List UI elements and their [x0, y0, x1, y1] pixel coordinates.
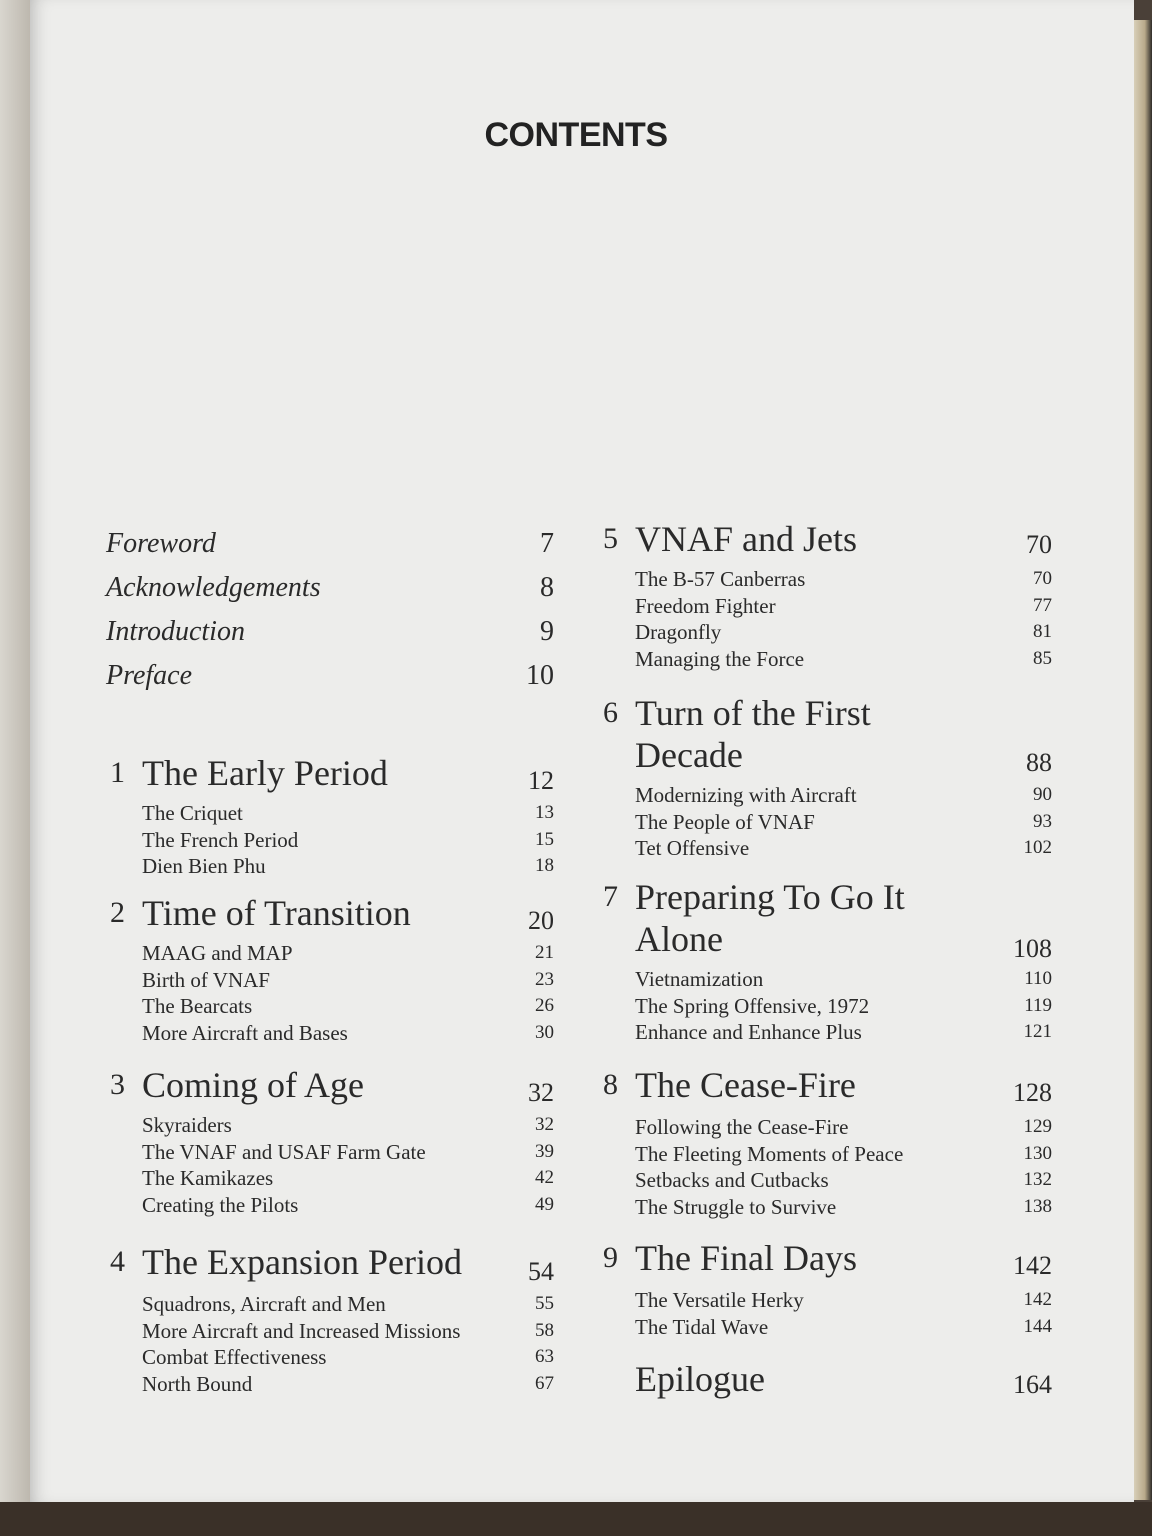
front-matter-page: 9 [540, 616, 554, 647]
section-item: The Struggle to Survive 138 [635, 1194, 1052, 1219]
page-title: CONTENTS [484, 116, 668, 154]
chapter-number: 9 [603, 1241, 618, 1274]
section-item: Following the Cease-Fire 129 [635, 1115, 1052, 1139]
section-item: Skyraiders 32 [142, 1113, 554, 1137]
chapter-title-line-1: Preparing To Go It [635, 877, 905, 917]
section-item: Freedom Fighter 77 [635, 593, 1052, 618]
chapter-title: The Early Period [142, 753, 388, 793]
chapter-page: 12 [528, 766, 554, 795]
page-edge [1134, 20, 1152, 1500]
chapter-7 [603, 876, 1052, 1046]
section-item: Dien Bien Phu 18 [142, 854, 554, 879]
chapter-page: 70 [1026, 530, 1052, 559]
section-item: The Tidal Wave 144 [635, 1314, 1052, 1339]
chapter-number: 3 [110, 1068, 125, 1101]
chapter-number: 6 [603, 696, 618, 729]
chapter-title-line-2: Alone [635, 919, 723, 959]
front-matter-page: 10 [526, 660, 554, 691]
chapter-title: Coming of Age [142, 1065, 364, 1105]
epilogue-page: 164 [1013, 1370, 1052, 1399]
section-item: North Bound 67 [142, 1371, 554, 1396]
section-item: Creating the Pilots 49 [142, 1192, 554, 1217]
section-item: Managing the Force 85 [635, 646, 1052, 671]
chapter-page: 88 [1026, 748, 1052, 777]
section-item: The Criquet 13 [142, 801, 554, 825]
front-matter-foreword [106, 528, 554, 568]
section-item: Birth of VNAF 23 [142, 967, 554, 992]
chapter-number: 2 [110, 896, 125, 929]
front-matter-page: 7 [540, 528, 554, 559]
chapter-number: 1 [110, 756, 125, 789]
epilogue-title: Epilogue [635, 1359, 765, 1399]
chapter-page: 128 [1013, 1078, 1052, 1107]
section-item: Enhance and Enhance Plus 121 [635, 1020, 1052, 1045]
front-matter-label: Foreword [106, 528, 216, 559]
chapter-4 [110, 1241, 554, 1397]
chapter-number: 4 [110, 1245, 125, 1278]
section-item: The Spring Offensive, 1972 119 [635, 993, 1052, 1018]
section-item: Squadrons, Aircraft and Men 55 [142, 1292, 554, 1316]
chapter-page: 32 [528, 1078, 554, 1107]
chapter-title: Time of Transition [142, 893, 411, 933]
epilogue [603, 1358, 1052, 1406]
book-cover-edge [0, 1502, 1152, 1536]
chapter-title: The Final Days [635, 1238, 857, 1278]
section-item: Vietnamization 110 [635, 967, 1052, 991]
chapter-page: 108 [1013, 934, 1052, 963]
section-item: Modernizing with Aircraft 90 [635, 783, 1052, 807]
chapter-title-line-2: Decade [635, 735, 743, 775]
section-item: MAAG and MAP 21 [142, 941, 554, 965]
section-item: The Fleeting Moments of Peace 130 [635, 1141, 1052, 1166]
chapter-number: 7 [603, 880, 618, 913]
chapter-8 [603, 1064, 1052, 1220]
section-item: More Aircraft and Increased Missions 58 [142, 1318, 554, 1343]
chapter-title: VNAF and Jets [635, 519, 857, 559]
section-item: The Versatile Herky 142 [635, 1288, 1052, 1312]
section-item: The Kamikazes 42 [142, 1166, 554, 1191]
front-matter-label: Preface [106, 660, 193, 691]
chapter-5 [603, 518, 1052, 672]
section-item: The French Period 15 [142, 827, 554, 852]
chapter-page: 20 [528, 906, 554, 935]
section-item: The VNAF and USAF Farm Gate 39 [142, 1139, 554, 1164]
front-matter-acknowledgements [106, 572, 554, 612]
chapter-title-line-1: Turn of the First [635, 693, 871, 733]
section-item: Setbacks and Cutbacks 132 [635, 1168, 1052, 1193]
chapter-page: 142 [1013, 1251, 1052, 1280]
chapter-9 [603, 1237, 1052, 1340]
chapter-number: 8 [603, 1068, 618, 1101]
chapter-1 [110, 752, 554, 880]
section-item: Dragonfly 81 [635, 620, 1052, 645]
section-item: Combat Effectiveness 63 [142, 1345, 554, 1370]
book-spine [0, 0, 30, 1536]
section-item: The Bearcats 26 [142, 994, 554, 1019]
front-matter-introduction [106, 616, 554, 656]
front-matter-label: Introduction [106, 616, 245, 647]
chapter-2 [110, 892, 554, 1046]
section-item: Tet Offensive 102 [635, 836, 1052, 861]
section-item: More Aircraft and Bases 30 [142, 1020, 554, 1045]
chapter-title: The Cease-Fire [635, 1065, 856, 1105]
chapter-page: 54 [528, 1257, 554, 1286]
front-matter-preface [106, 660, 554, 700]
front-matter-label: Acknowledgements [106, 572, 321, 603]
chapter-3 [110, 1064, 554, 1218]
chapter-number: 5 [603, 522, 618, 555]
chapter-6 [603, 692, 1052, 862]
section-item: The People of VNAF 93 [635, 809, 1052, 834]
section-item: The B-57 Canberras 70 [635, 567, 1052, 591]
front-matter-page: 8 [540, 572, 554, 603]
chapter-title: The Expansion Period [142, 1242, 462, 1282]
